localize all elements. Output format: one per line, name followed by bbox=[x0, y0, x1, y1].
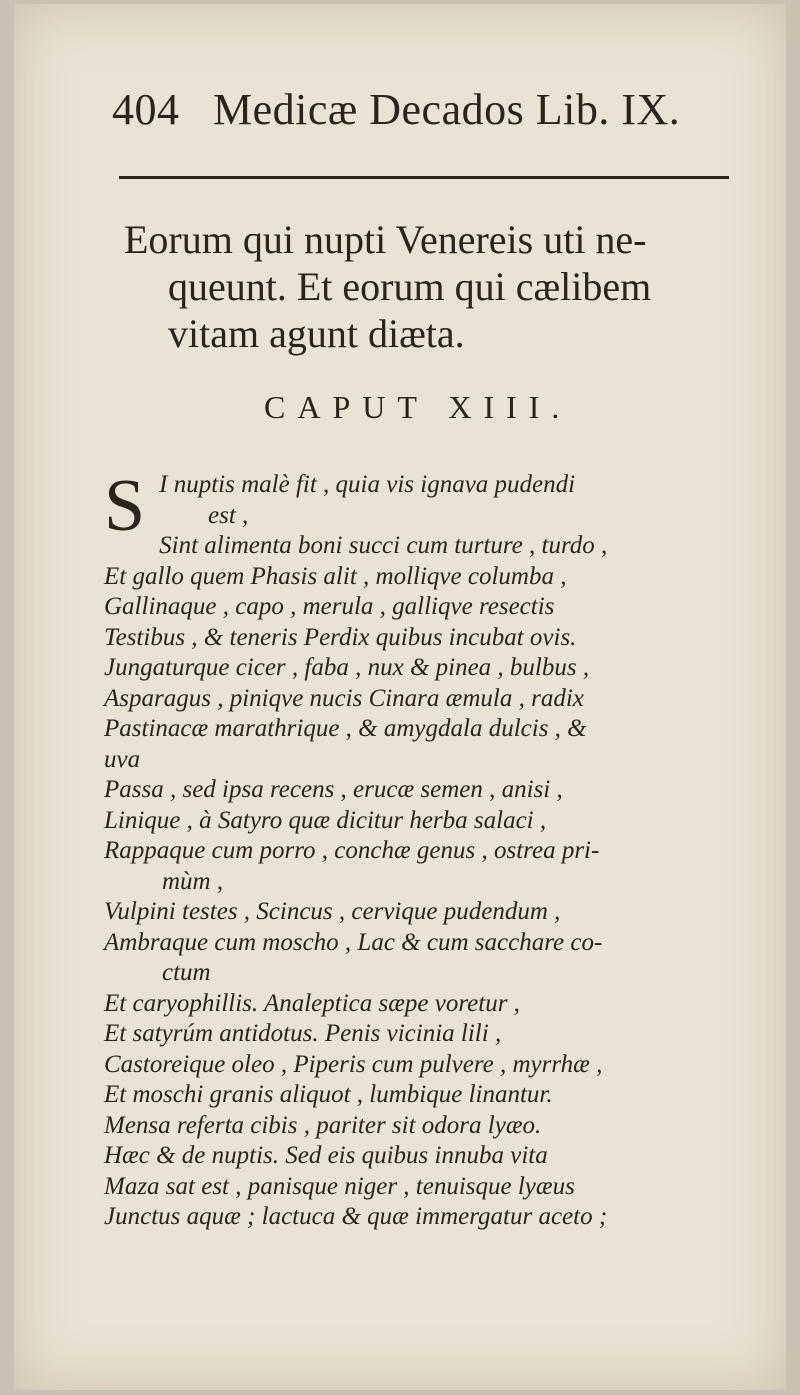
poem-line: Pastinacæ marathrique , & amygdala dulcis , & bbox=[104, 715, 587, 742]
poem-line: Et satyrúm antidotus. Penis vicinia lili , bbox=[104, 1020, 502, 1047]
chapter-heading: CAPUT XIII. bbox=[264, 389, 572, 425]
drop-cap: S bbox=[104, 465, 146, 547]
poem-line: Hæc & de nuptis. Sed eis quibus innuba vita bbox=[104, 1142, 548, 1169]
section-title-line: vitam agunt diæta. bbox=[168, 311, 465, 356]
poem-line: Linique , à Satyro quæ dicitur herba salaci , bbox=[104, 806, 547, 834]
poem-line: Vulpini testes , Scincus , cervique pudendum , bbox=[104, 898, 561, 925]
poem-line: mùm , bbox=[162, 867, 224, 895]
book-number: Lib. IX. bbox=[535, 85, 681, 134]
running-title: Medicæ Decados bbox=[213, 85, 525, 134]
poem-line: Castoreique oleo , Piperis cum pulvere , myrrhæ , bbox=[104, 1050, 603, 1078]
poem-line: uva bbox=[104, 745, 141, 773]
poem-line: Testibus , & teneris Perdix quibus incubat ovis. bbox=[104, 623, 577, 651]
poem-line: Et caryophillis. Analeptica sæpe voretur , bbox=[104, 989, 520, 1017]
poem-line: Asparagus , piniqve nucis Cinara æmula , radix bbox=[104, 684, 584, 712]
poem-line: Ambraque cum moscho , Lac & cum sacchare co- bbox=[104, 928, 603, 956]
section-title-line: Eorum qui nupti Venereis uti ne- bbox=[124, 217, 647, 262]
section-title-line: queunt. Et eorum qui cælibem bbox=[168, 264, 652, 309]
poem-line: Junctus aquæ ; lactuca & quæ immergatur aceto ; bbox=[104, 1203, 608, 1230]
poem-line: Sint alimenta boni succi cum turture , turdo , bbox=[159, 532, 608, 559]
page-number: 404 bbox=[112, 85, 180, 134]
poem-line: Mensa referta cibis , pariter sit odora lyæo. bbox=[104, 1111, 542, 1139]
header-rule bbox=[119, 176, 729, 179]
poem-line: Rappaque cum porro , conchæ genus , ostrea pri- bbox=[104, 837, 600, 864]
running-header bbox=[112, 84, 732, 134]
poem-line: est , bbox=[208, 501, 249, 529]
poem-line: I nuptis malè fit , quia vis ignava pudendi bbox=[159, 471, 576, 498]
book-page bbox=[14, 4, 786, 1390]
poem-line: Passa , sed ipsa recens , erucæ semen , anisi , bbox=[104, 776, 563, 803]
poem-text bbox=[104, 465, 784, 1233]
section-title bbox=[124, 216, 784, 357]
poem-line: ctum bbox=[162, 959, 211, 986]
poem-line: Maza sat est , panisque niger , tenuisque lyæus bbox=[104, 1172, 575, 1200]
poem-line: Et moschi granis aliquot , lumbique linantur. bbox=[104, 1081, 553, 1108]
poem-line: Et gallo quem Phasis alit , molliqve columba , bbox=[104, 562, 567, 590]
poem-line: Gallinaque , capo , merula , galliqve resectis bbox=[104, 593, 555, 620]
poem-line: Jungaturque cicer , faba , nux & pinea , bulbus , bbox=[104, 654, 590, 681]
